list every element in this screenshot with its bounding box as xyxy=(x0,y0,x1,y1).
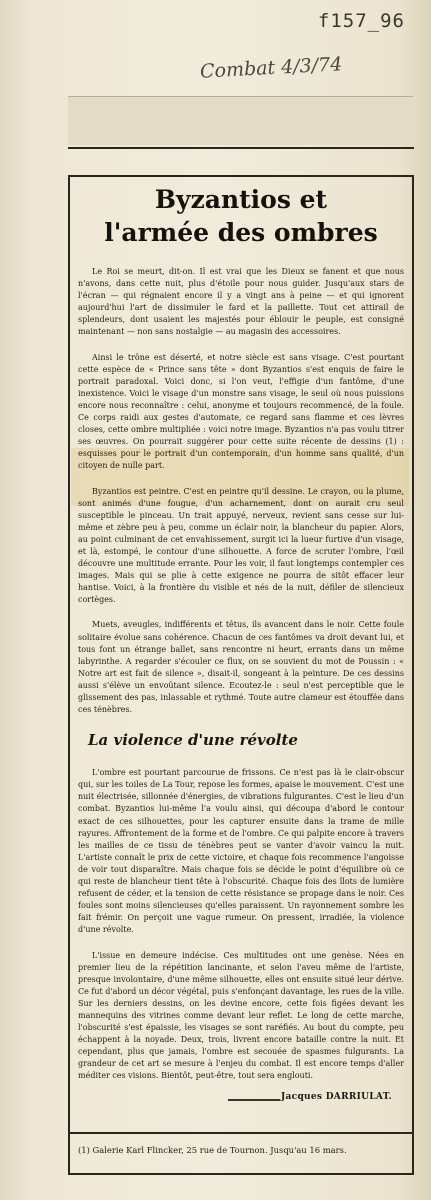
archive-reference: f157_96 xyxy=(317,10,405,32)
subheading: La violence d'une révolte xyxy=(88,731,298,750)
author-name: Jacques DARRIULAT. xyxy=(280,1091,392,1102)
adjacent-clipping-fragment xyxy=(68,96,413,145)
footnote: (1) Galerie Karl Flincker, 25 rue de Tournon. Jusqu'au 16 mars. xyxy=(78,1145,347,1155)
signature-row xyxy=(78,1091,404,1113)
footnote-rule xyxy=(68,1132,414,1134)
title-line-2: l'armée des ombres xyxy=(104,218,378,247)
article-title xyxy=(78,183,404,249)
article-body xyxy=(78,183,404,1113)
paragraph-6: L'issue en demeure indécise. Ces multitudes ont une genèse. Nées en premier lieu de la répétition lancinante, et selon l'aveu même de l'artiste, presque involontaire, d'une même silhouette, elles ont ensuite situé leur dérive. Ce fut d'abord un décor végétal, puis s'enfonçant davantage, les rues de la ville. Sur les derniers dessins, on les devine encore, cette fois figées devant les mannequins des vitrines comme devant leur reflet. Le long de cette marche, l'obscurité s'est épaissie, les visages se sont raréfiés. Au bout du compte, peu échappent à la noyade. Deux, trois, livrent encore bataille contre la nuit. Et cependant, plus que jamais, l'ombre est secouée de spasmes fulgurants. La grandeur de cet art se mesure à l'enjeu du combat. Il est encore temps d'aller méditer ces visions. Bientôt, peut-être, tout sera englouti. xyxy=(78,950,404,1081)
paragraph-2: Ainsi le trône est déserté, et notre siècle est sans visage. C'est pourtant cette espèce de « Prince sans tête » dont Byzantios s'est enquis de faire le portrait paradoxal. Voici donc, si l'on veut, l'effigie d'un fantôme, d'une inexistence. Voici le visage d'un monstre sans visage, le seul où nous puissions encore nous reconnaître : celui, anonyme et toujours recommencé, de la foule. Ce corps raidi aux gestes d'automate, ce regard sans flamme et ces lèvres closes, cette ombre multipliée : voici notre image. Byzantios n'a pas voulu titrer ses œuvres. On pourrait suggérer pour cette suite récente de dessins (1) : esquisses pour le portrait d'un contemporain, d'un homme sans qualité, d'un citoyen de nulle part. xyxy=(78,352,404,471)
frame-rule-bottom xyxy=(68,1173,414,1175)
paragraph-3: Byzantios est peintre. C'est en peintre qu'il dessine. Le crayon, ou la plume, sont animés d'une fougue, d'un acharnement, dont on aurait cru seul susceptible le pinceau. Un trait appuyé, nerveux, revient sans cesse sur lui-même et zèbre peu à peu, comme un éclair noir, la blancheur du papier. Alors, au point culminant de cet envahissement, surgit ici la lueur furtive d'un visage, et là, estompé, le contour d'une silhouette. A force de scruter l'ombre, l'œil découvre une multitude errante. Pour les voir, il faut longtemps contempler ces images. Mais qui se plie à cette exigence ne pourra de sitôt effacer leur hantise. Voici, à la frontière du visible et nés de la nuit, défiler de silencieux cortèges. xyxy=(78,486,404,605)
paragraph-4: Muets, aveugles, indifférents et têtus, ils avancent dans le noir. Cette foule solitaire évolue sans cohérence. Chacun de ces fantômes va droit devant lui, et tous font un étrange ballet, sans rencontre ni heurt, errants dans un même labyrinthe. A regarder s'écouler ce flux, on se souvient du mot de Poussin : « Notre art est fait de silence », disait-il, songeant à la peinture. De ces dessins aussi s'élève un envoûtant silence. Ecoutez-le : seul n'est perceptible que le glissement des pas, inlassable et rythmé. Toute autre clameur est étouffée dans ces ténèbres. xyxy=(78,620,404,715)
signature-dash xyxy=(228,1099,280,1101)
frame-rule-top-inner xyxy=(68,175,414,177)
title-line-1: Byzantios et xyxy=(154,185,328,214)
handwritten-source-date: Combat 4/3/74 xyxy=(199,53,343,83)
paragraph-5: L'ombre est pourtant parcourue de frissons. Ce n'est pas là le clair-obscur qui, sur les toiles de La Tour, repose les formes, apaise le mouvement. C'est une nuit électrisée, sillonnée d'énergies, de vibrations fulgurantes. C'est le lieu d'un combat. Byzantios lui-même l'a voulu ainsi, qui découpa d'abord le contour exact de ces silhouettes, pour les capturer ensuite dans la trame de mille rayures. Affrontement de la forme et de l'ombre. Ce qui palpite encore à travers les mailles de ce tissu de ténèbres peut se vanter d'avoir vaincu la nuit. L'artiste connaît le prix de cette victoire, et chaque fois recommence l'angoisse de voir tout disparaître. Mais chaque fois se décide le point d'équilibre où ce qui reste de blancheur tient tête à l'obscurité. Chaque fois des îlots de lumière refusent de céder, et la tension de cette résistance se propage dans le noir. Ces foules sont moins silencieuses qu'elles paraissent. Un rayonnement sombre les fait frémir. On perçoit une vague rumeur. On pressent, irradiée, la violence d'une révolte. xyxy=(78,768,404,935)
frame-rule-left xyxy=(68,175,70,1175)
paragraph-1: Le Roi se meurt, dit-on. Il est vrai que les Dieux se fanent et que nous n'avons, dans cette nuit, plus d'étoile pour nous guider. Jusqu'aux stars de l'écran — qui régnaient encore il y a vingt ans à peine — et qui ignorent aujourd'hui l'art de dissimuler le fard et la paillette. Tout cet attirail de splendeurs, dont usaient les majestés pour éblouir le peuple, est consigné maintenant — non sans nostalgie — au magasin des accessoires. xyxy=(78,267,404,337)
frame-rule-right xyxy=(412,175,414,1175)
frame-rule-top xyxy=(68,147,414,149)
